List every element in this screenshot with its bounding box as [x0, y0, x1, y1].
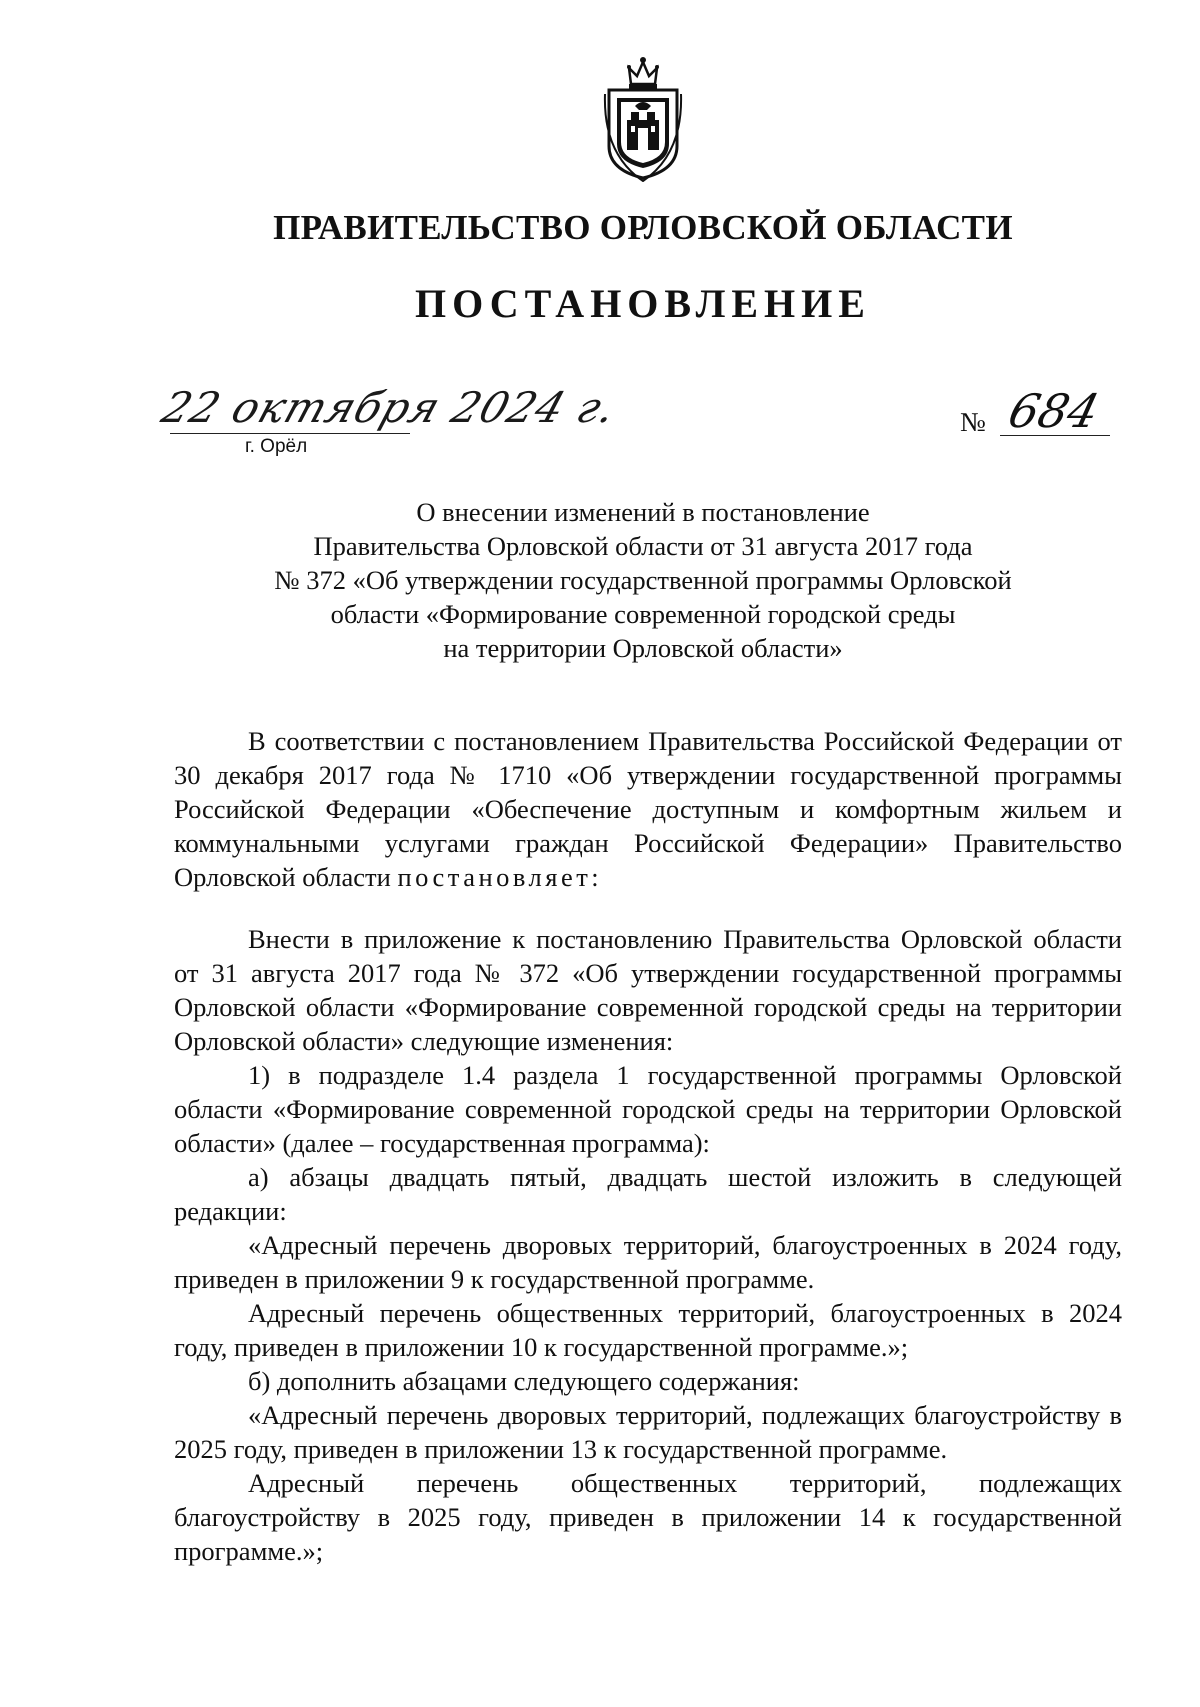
number-sign: № [960, 407, 986, 437]
decree-word: постановляет: [397, 862, 603, 892]
quote-3-paragraph: «Адресный перечень дворовых территорий, подлежащих благоустройству в 2025 году, приведен в приложении 13 к государственной программе. [174, 1400, 1122, 1464]
coat-of-arms-icon [601, 54, 685, 182]
quote-1-paragraph: «Адресный перечень дворовых территорий, благоустроенных в 2024 году, приведен в приложении 9 к государственной программе. [174, 1230, 1122, 1294]
preamble-text: В соответствии с постановлением Правительства Российской Федерации от 30 декабря 2017 года № 1710 «Об утверждении государственной программы Российской Федерации «Обеспечение доступным и комфортным жильем и коммунальными услугами граждан Российской Федерации» Правительство Орловской области [174, 726, 1122, 892]
date-underline [170, 433, 410, 434]
number-underline [1000, 435, 1110, 436]
document-subject [230, 495, 1056, 665]
quote-4-paragraph: Адресный перечень общественных территорий, подлежащих благоустройству в 2025 году, приведен в приложении 14 к государственной программе.»; [174, 1468, 1122, 1566]
government-title: ПРАВИТЕЛЬСТВО ОРЛОВСКОЙ ОБЛАСТИ [273, 208, 1013, 247]
handwritten-date: 22 октября 2024 г. [156, 383, 624, 432]
item-1a-paragraph: а) абзацы двадцать пятый, двадцать шестой изложить в следующей редакции: [174, 1162, 1122, 1226]
preamble-paragraph [174, 724, 1122, 894]
item-1-paragraph: 1) в подразделе 1.4 раздела 1 государственной программы Орловской области «Формирование современной городской среды на территории Орловской области» (далее – государственная программа): [174, 1060, 1122, 1158]
subject-line: Правительства Орловской области от 31 августа 2017 года [313, 531, 973, 561]
document-type-title: ПОСТАНОВЛЕНИЕ [415, 281, 871, 326]
quote-2-paragraph: Адресный перечень общественных территорий, благоустроенных в 2024 году, приведен в приложении 10 к государственной программе.»; [174, 1298, 1122, 1362]
item-1b-paragraph: б) дополнить абзацами следующего содержания: [248, 1366, 800, 1396]
subject-line: области «Формирование современной городской среды [330, 599, 956, 629]
preamble [174, 724, 1122, 894]
subject-line: О внесении изменений в постановление [416, 497, 870, 527]
subject-line: на территории Орловской области» [443, 633, 843, 663]
handwritten-number: 684 [1003, 384, 1105, 438]
city-label: г. Орёл [245, 436, 308, 457]
main-body [174, 922, 1122, 1568]
subject-line: № 372 «Об утверждении государственной программы Орловской [274, 565, 1012, 595]
intro-paragraph: Внести в приложение к постановлению Правительства Орловской области от 31 августа 2017 года № 372 «Об утверждении государственной программы Орловской области «Формирование современной городской среды на территории Орловской области» следующие изменения: [174, 924, 1122, 1056]
